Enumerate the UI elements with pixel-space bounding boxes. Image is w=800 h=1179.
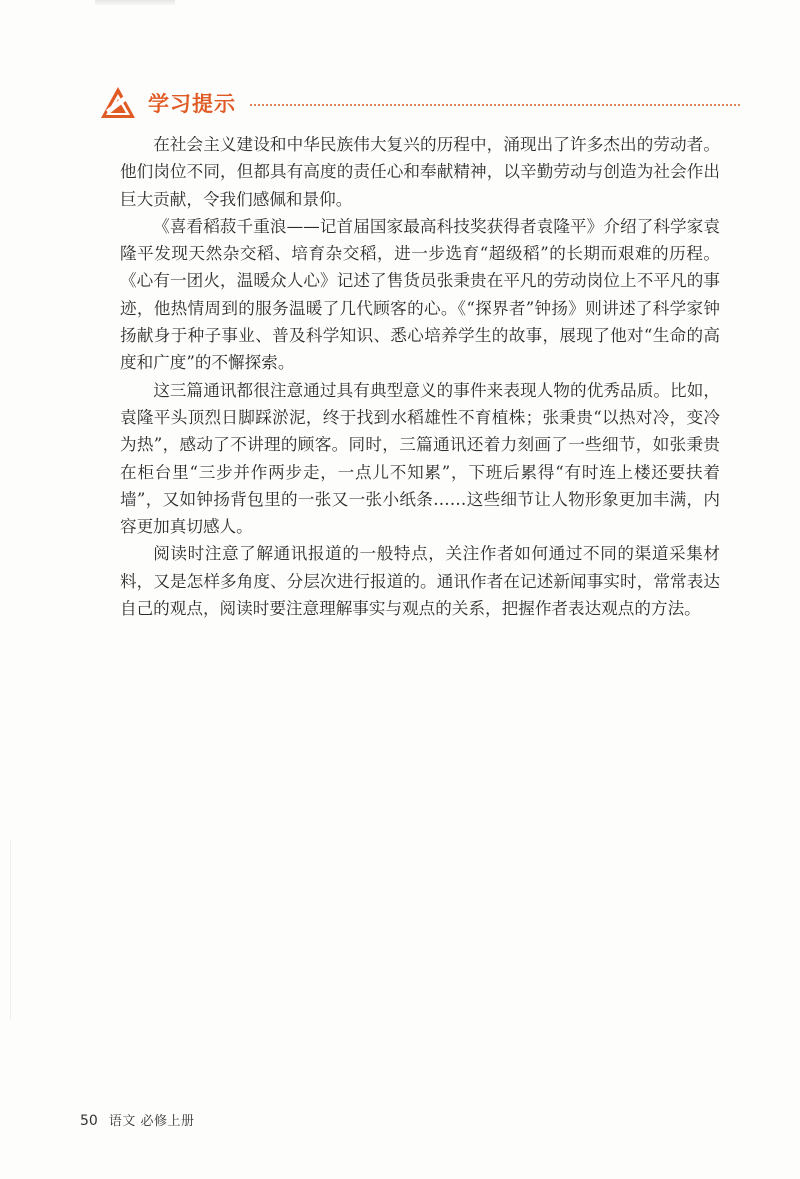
section-header — [100, 84, 745, 124]
book-title: 语文 必修上册 — [108, 1114, 195, 1129]
paragraph: 阅读时注意了解通讯报道的一般特点，关注作者如何通过不同的渠道采集材料，又是怎样多角度、分层次进行报道的。通讯作者在记述新闻事实时，常常表达自己的观点，阅读时要注意理解事实与观点的关系，把握作者表达观点的方法。 — [120, 544, 720, 619]
triangle-logo-icon — [100, 86, 136, 120]
page-footer — [80, 1110, 195, 1134]
page-number: 50 — [80, 1113, 98, 1129]
section-title: 学习提示 — [148, 92, 236, 116]
paragraph: 在社会主义建设和中华民族伟大复兴的历程中，涌现出了许多杰出的劳动者。他们岗位不同，但都具有高度的责任心和奉献精神，以辛勤劳动与创造为社会作出巨大贡献，令我们感佩和景仰。 — [120, 135, 720, 209]
paragraph: 《喜看稻菽千重浪——记首届国家最高科技奖获得者袁隆平》介绍了科学家袁隆平发现天然杂交稻、培育杂交稻，进一步选育“超级稻”的长期而艰难的历程。《心有一团火，温暖众人心》记述了售货员张秉贵在平凡的劳动岗位上不平凡的事迹，他热情周到的服务温暖了几代顾客的心。《“探界者”钟扬》则讲述了科学家钟扬献身于种子事业、普及科学知识、悉心培养学生的故事，展现了他对“生命的高度和广度”的不懈探索。 — [120, 216, 720, 373]
scan-shadow — [95, 0, 175, 6]
dotted-divider — [250, 104, 740, 106]
page-edge-line — [10, 840, 11, 1020]
learning-tips-body — [120, 131, 720, 622]
paragraph: 这三篇通讯都很注意通过具有典型意义的事件来表现人物的优秀品质。比如，袁隆平头顶烈日脚踩淤泥，终于找到水稻雄性不育植株；张秉贵“以热对冷，变冷为热”，感动了不讲理的顾客。同时，三篇通讯还着力刻画了一些细节，如张秉贵在柜台里“三步并作两步走，一点儿不知累”，下班后累得“有时连上楼还要扶着墙”，又如钟扬背包里的一张又一张小纸条……这些细节让人物形象更加丰满，内容更加真切感人。 — [120, 380, 720, 537]
